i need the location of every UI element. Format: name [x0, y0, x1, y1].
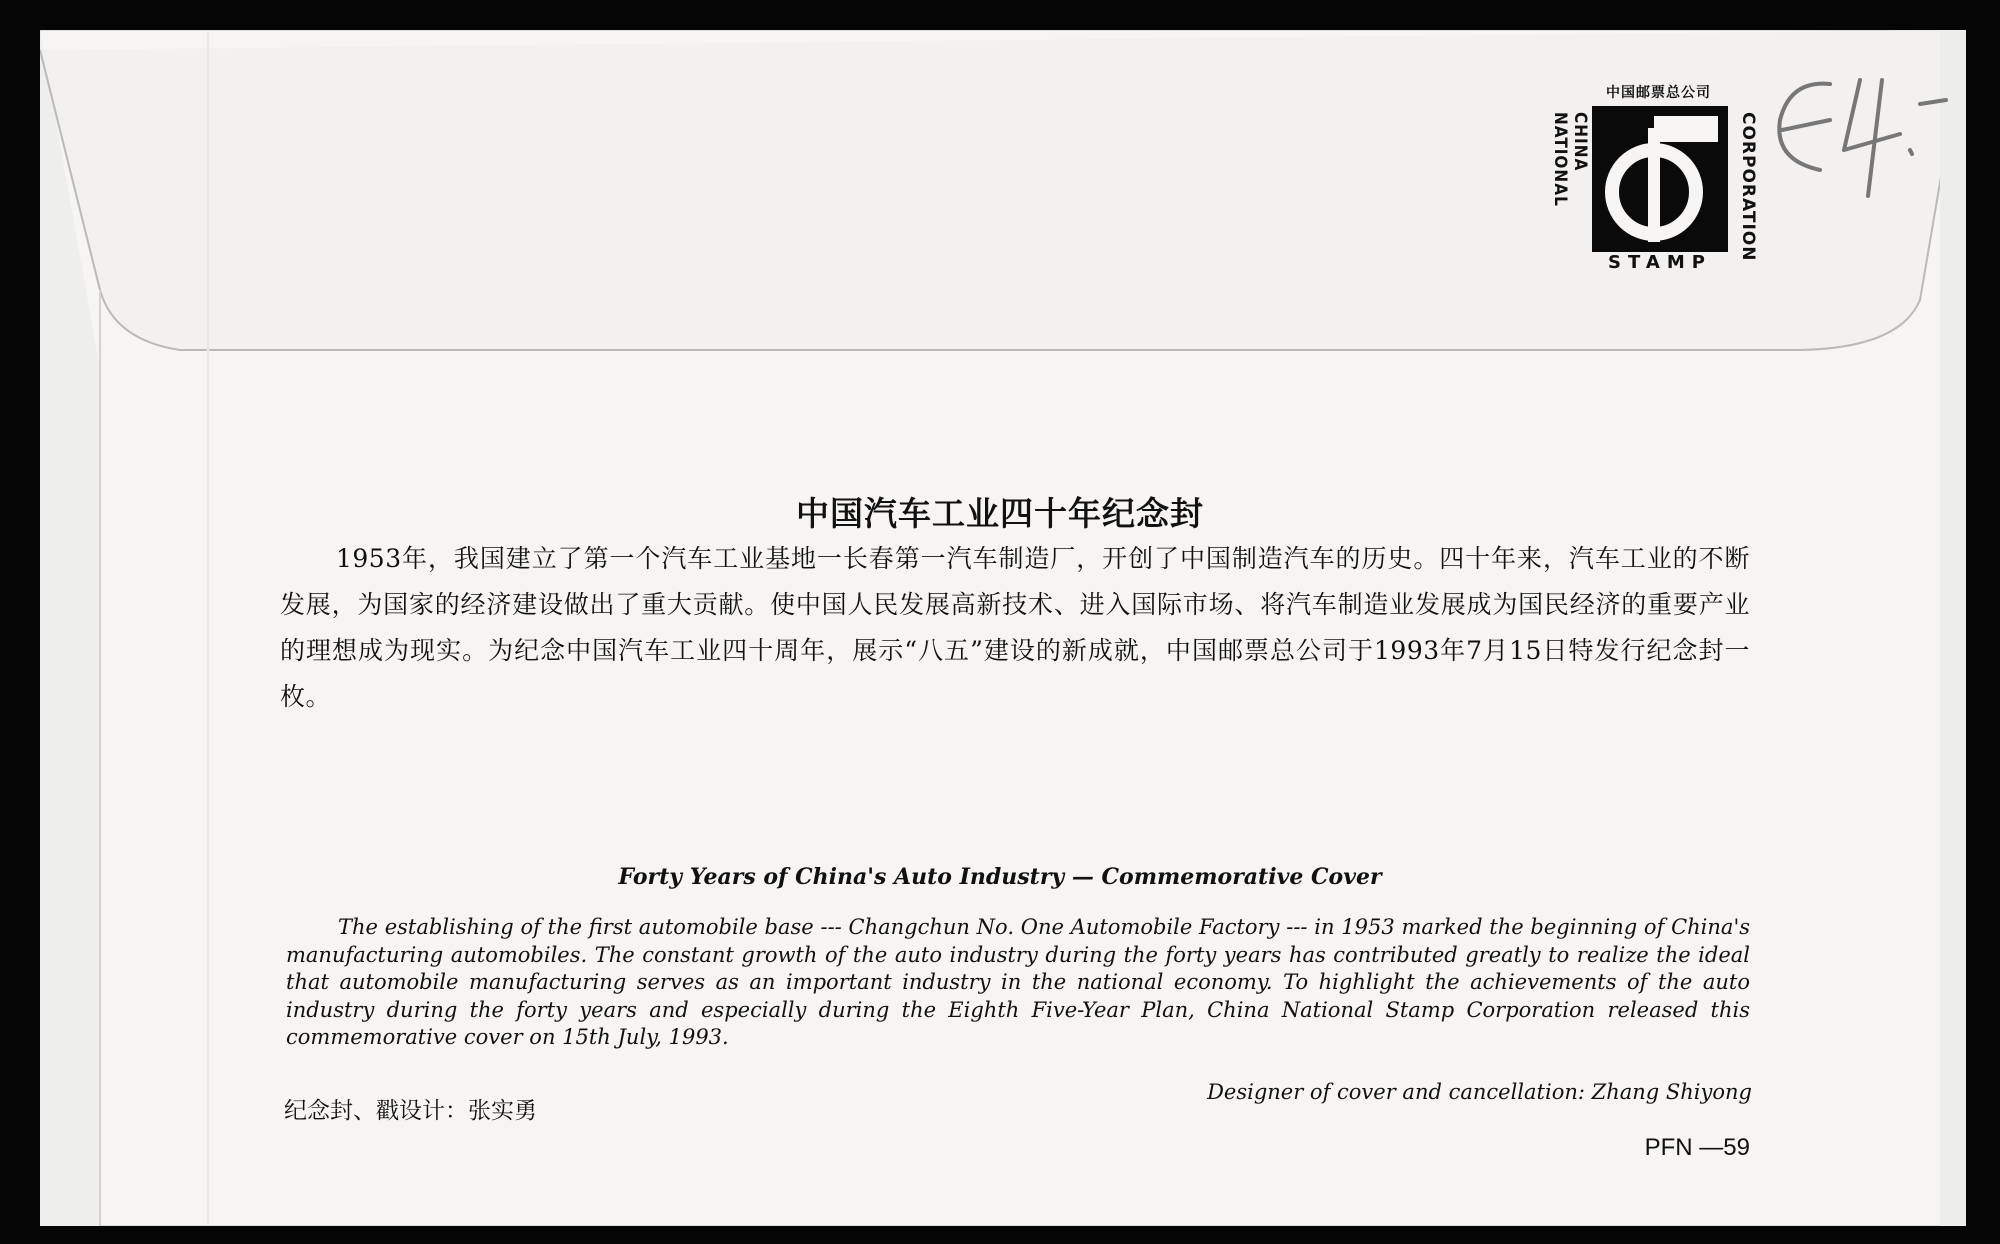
handwritten-price-note: [1760, 60, 1950, 200]
logo-left-text: CHINA NATIONAL: [1550, 112, 1590, 207]
china-national-stamp-corporation-logo: [1550, 82, 1758, 282]
logo-chinese-name: 中国邮票总公司: [1606, 85, 1711, 101]
chinese-title: 中国汽车工业四十年纪念封: [796, 494, 1204, 533]
designer-credit-chinese: 纪念封、戳设计：张实勇: [284, 1098, 537, 1124]
cover-code: PFN —59: [1644, 1134, 1750, 1161]
designer-credit-english: Designer of cover and cancellation: Zhang Shiyong: [1207, 1080, 1752, 1104]
english-description: The establishing of the first automobile base --- Changchun No. One Automobile Factory --- in 1953 marked the beginning of China's manufacturing automobiles. The constant growth of the auto industry during the forty years has contributed greatly to realize the ideal that automobile manufacturing serves as an important industry in the national economy. To highlight the achievements of the auto industry during the forty years and especially during the Eighth Five-Year Plan, China National Stamp Corporation released this commemorative cover on 15th July, 1993.: [286, 915, 1750, 1049]
stamp-logo-icon: [1592, 106, 1728, 252]
english-title: Forty Years of China's Auto Industry — Commemorative Cover: [618, 864, 1382, 890]
logo-right-text: CORPORATION: [1738, 112, 1758, 262]
chinese-description: 1953年，我国建立了第一个汽车工业基地一长春第一汽车制造厂，开创了中国制造汽车的历史。四十年来，汽车工业的不断发展，为国家的经济建设做出了重大贡献。使中国人民发展高新技术、进入国际市场、将汽车制造业发展成为国民经济的重要产业的理想成为现实。为纪念中国汽车工业四十周年，展示“八五”建设的新成就，中国邮票总公司于1993年7月15日特发行纪念封一枚。: [280, 544, 1750, 711]
logo-bottom-text: STAMP: [1608, 252, 1712, 273]
